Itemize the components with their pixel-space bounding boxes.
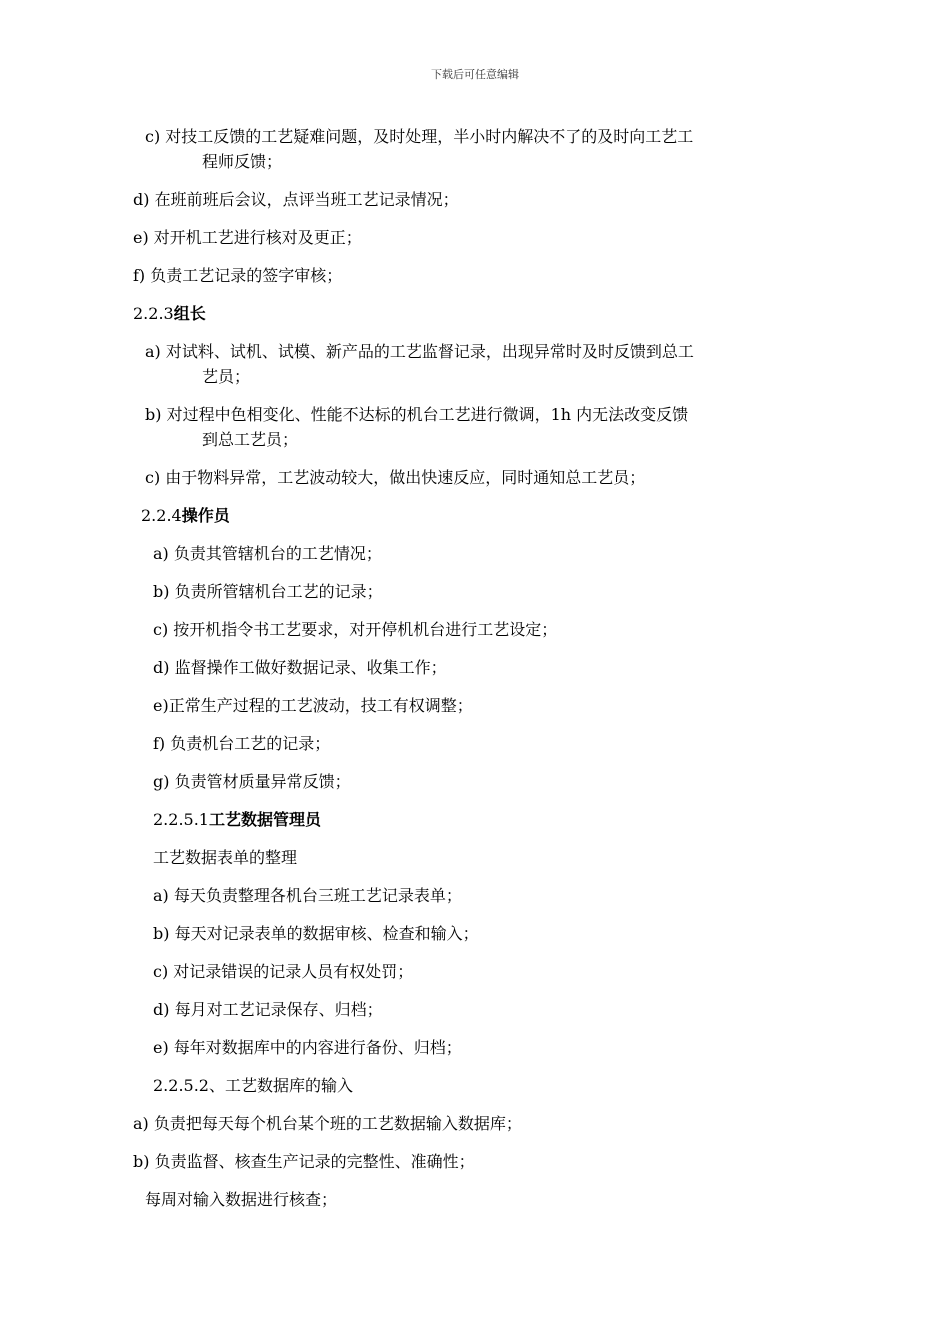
list-item: a) 负责把每天每个机台某个班的工艺数据输入数据库； [133,1114,522,1133]
list-item: a) 负责其管辖机台的工艺情况； [153,544,382,563]
section-title: 组长 [173,304,206,323]
page-header: 下载后可任意编辑 [431,68,519,81]
list-item: c) 对记录错误的记录人员有权处罚； [153,962,414,981]
list-item: d) 监督操作工做好数据记录、收集工作； [153,658,447,677]
section-heading-2-2-3 [133,303,206,325]
section-title: 工艺数据管理员 [208,810,321,829]
section-heading-2-2-4 [141,505,230,527]
list-item: f) 负责工艺记录的签字审核； [133,266,343,285]
list-item: e) 对开机工艺进行核对及更正； [133,228,362,247]
section-number: 2.2.3 [133,304,174,323]
list-item: b) 负责所管辖机台工艺的记录； [153,582,383,601]
list-item: b) 对过程中色相变化、性能不达标的机台工艺进行微调，1h 内无法改变反馈 [145,405,689,424]
section-title: 操作员 [181,506,230,525]
list-item-continuation: 艺员； [202,367,251,386]
list-item: c) 对技工反馈的工艺疑难问题，及时处理，半小时内解决不了的及时向工艺工 [145,127,694,146]
section-heading-2-2-5-2: 2.2.5.2、工艺数据库的输入 [153,1076,353,1095]
paragraph: 每周对输入数据进行核查； [145,1190,338,1209]
list-item: f) 负责机台工艺的记录； [153,734,331,753]
list-item: d) 每月对工艺记录保存、归档； [153,1000,383,1019]
list-item: c) 按开机指令书工艺要求，对开停机机台进行工艺设定； [153,620,558,639]
list-item: e)正常生产过程的工艺波动，技工有权调整； [153,696,473,715]
section-number: 2.2.4 [141,506,182,525]
list-item-continuation: 到总工艺员； [202,430,299,449]
list-item: b) 负责监督、核查生产记录的完整性、准确性； [133,1152,475,1171]
list-item-continuation: 程师反馈； [202,152,283,171]
list-item: c) 由于物料异常，工艺波动较大，做出快速反应，同时通知总工艺员； [145,468,646,487]
list-item: a) 对试料、试机、试模、新产品的工艺监督记录，出现异常时及时反馈到总工 [145,342,694,361]
section-heading-2-2-5-1 [153,809,321,831]
list-item: a) 每天负责整理各机台三班工艺记录表单； [153,886,462,905]
section-number: 2.2.5.1 [153,810,209,829]
list-item: d) 在班前班后会议，点评当班工艺记录情况； [133,190,459,209]
list-item: e) 每年对数据库中的内容进行备份、归档； [153,1038,462,1057]
list-item: b) 每天对记录表单的数据审核、检查和输入； [153,924,479,943]
subsection-label: 工艺数据表单的整理 [153,848,298,867]
list-item: g) 负责管材质量异常反馈； [153,772,351,791]
